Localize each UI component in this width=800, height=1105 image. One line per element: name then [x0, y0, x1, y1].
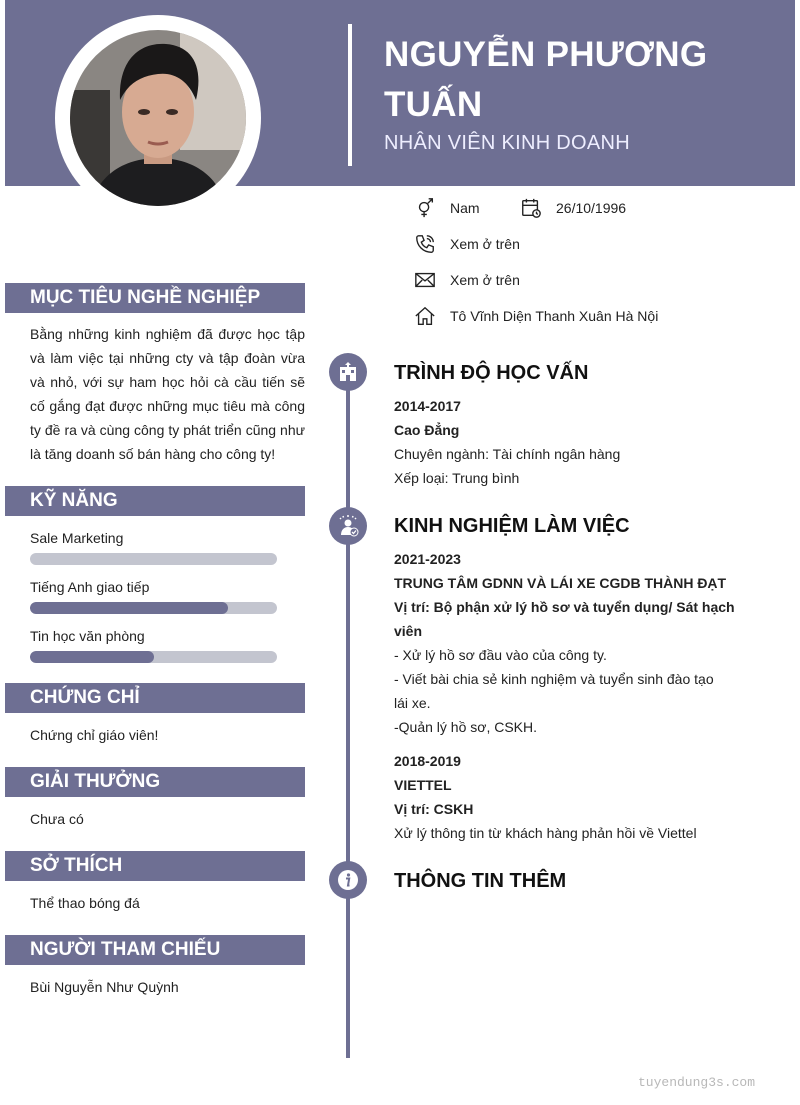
- references-heading: NGƯỜI THAM CHIẾU: [5, 935, 305, 965]
- education-degree: Cao Đẳng: [394, 422, 460, 438]
- job-desc: Xử lý thông tin từ khách hàng phản hồi về Viettel: [394, 825, 697, 841]
- job-period: 2021-2023: [394, 551, 461, 567]
- skill-bar: [30, 651, 277, 663]
- gender-icon: [414, 197, 436, 219]
- education-grade: Xếp loại: Trung bình: [394, 470, 520, 486]
- skill-bar-fill: [30, 651, 154, 663]
- job-desc: - Xử lý hồ sơ đầu vào của công ty.: [394, 647, 607, 663]
- education-major: Chuyên ngành: Tài chính ngân hàng: [394, 446, 621, 462]
- job-period: 2018-2019: [394, 753, 461, 769]
- phone-row: [414, 233, 520, 255]
- mail-icon: [414, 269, 436, 291]
- skills-heading: KỸ NĂNG: [5, 486, 305, 516]
- job-desc: - Viết bài chia sẻ kinh nghiệm và tuyển sinh đào tạo: [394, 671, 714, 687]
- skill-bar: [30, 553, 277, 565]
- job-position: Vị trí: Bộ phận xử lý hồ sơ và tuyển dụng/ Sát hạch: [394, 599, 735, 615]
- job-position-cont: viên: [394, 623, 423, 639]
- references-text: Bùi Nguyễn Như Quỳnh: [30, 979, 179, 995]
- avatar: [70, 30, 246, 206]
- objective-text: Bằng những kinh nghiệm đã được học tập và làm việc tại những cty và tập đoàn vừa và nhỏ, với sự ham học hỏi cà cầu tiến sẽ cố gắng đạt được những mục tiêu mà công ty đề ra và cùng công ty phát triển cũng như là tăng doanh số bán hàng cho công ty!: [30, 326, 305, 462]
- job-company: TRUNG TÂM GDNN VÀ LÁI XE CGDB THÀNH ĐẠT: [394, 575, 727, 591]
- job-desc: -Quản lý hồ sơ, CSKH.: [394, 719, 538, 735]
- skill-bar: [30, 602, 277, 614]
- certificates-text: Chứng chỉ giáo viên!: [30, 727, 159, 743]
- name-line-1: NGUYỄN PHƯƠNG: [384, 35, 708, 74]
- calendar-icon: [520, 197, 542, 219]
- gender-row: [414, 197, 480, 219]
- skill-name: Tiếng Anh giao tiếp: [30, 579, 150, 595]
- email-row: [414, 269, 520, 291]
- watermark: tuyendung3s.com: [638, 1075, 756, 1090]
- skill-name: Sale Marketing: [30, 530, 124, 546]
- objective-heading: MỤC TIÊU NGHỀ NGHIỆP: [5, 283, 305, 313]
- awards-text: Chưa có: [30, 811, 84, 827]
- header-divider: [348, 24, 352, 166]
- birthdate-value: 26/10/1996: [556, 200, 627, 216]
- education-heading: TRÌNH ĐỘ HỌC VẤN: [394, 362, 589, 384]
- extra-info-heading: THÔNG TIN THÊM: [394, 870, 567, 892]
- job-position: Vị trí: CSKH: [394, 801, 474, 817]
- hobbies-heading: SỞ THÍCH: [5, 851, 305, 881]
- address-value: Tô Vĩnh Diện Thanh Xuân Hà Nội: [450, 308, 659, 324]
- skill-bar-fill: [30, 602, 228, 614]
- phone-icon: [414, 233, 436, 255]
- candidate-name: [384, 30, 784, 130]
- hobbies-text: Thể thao bóng đá: [30, 895, 140, 911]
- awards-heading: GIẢI THƯỞNG: [5, 767, 305, 797]
- info-icon: [329, 861, 367, 899]
- name-line-2: TUẤN: [384, 85, 483, 124]
- job-desc-cont: lái xe.: [394, 695, 431, 711]
- address-row: [414, 305, 658, 327]
- education-period: 2014-2017: [394, 398, 461, 414]
- experience-heading: KINH NGHIỆM LÀM VIỆC: [394, 515, 630, 537]
- experience-icon: [329, 507, 367, 545]
- gender-value: Nam: [450, 200, 480, 216]
- job-company: VIETTEL: [394, 777, 452, 793]
- education-icon: [329, 353, 367, 391]
- email-value: Xem ở trên: [450, 272, 520, 288]
- phone-value: Xem ở trên: [450, 236, 520, 252]
- home-icon: [414, 305, 436, 327]
- certificates-heading: CHỨNG CHỈ: [5, 683, 305, 713]
- birthdate-row: [520, 197, 626, 219]
- timeline-line: [346, 370, 350, 1058]
- job-title: NHÂN VIÊN KINH DOANH: [384, 132, 631, 154]
- skill-name: Tin học văn phòng: [30, 628, 145, 644]
